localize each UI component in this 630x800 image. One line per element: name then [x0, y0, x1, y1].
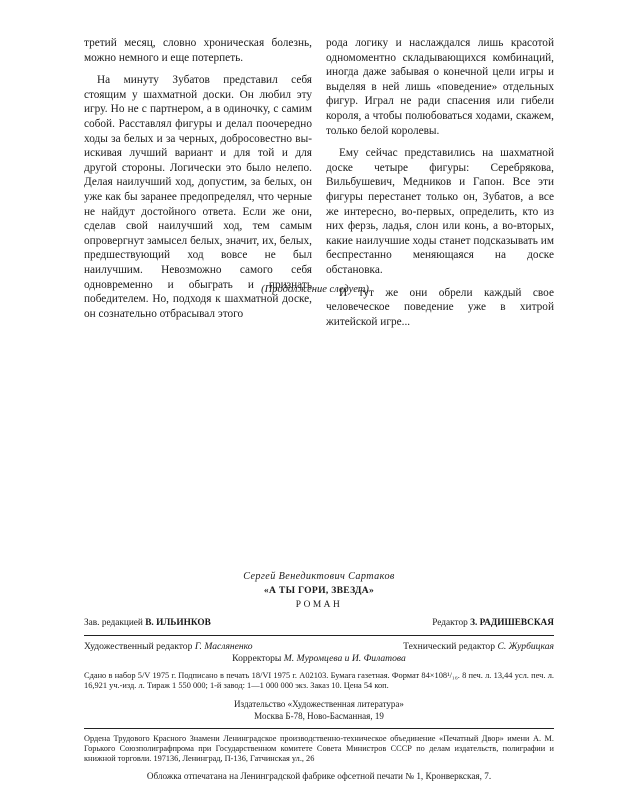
- book-title: «А ТЫ ГОРИ, ЗВЕЗДА»: [263, 585, 375, 596]
- paragraph: третий месяц, словно хроническая болезнь, можно немного и еще потерпеть.: [84, 37, 312, 64]
- art-tech-editors: [84, 641, 554, 653]
- print-details: Сдано в набор 5/V 1975 г. Подписано в печать 18/VI 1975 г. А02103. Бумага газетная. Формат 84×108¹/₁₆. 8 печ. л. 13,44 усл. печ. л. 16,921 уч.-изд. л. Тираж 1 550 000; 1-й завод: 1—1 000 000 экз. Заказ 10. Цена 54 коп.: [84, 671, 554, 690]
- proofreaders-names: М. Муромцева и И. Филатова: [283, 653, 406, 664]
- paragraph: рода логику и наслаждался лишь красотой одномоментно складывающихся комбинаций, иногда даже забывая о конечной цели игры и выделяя в ней лишь «поведение» отдельных фигур. Играл не ради спасения или гибели короля, а чтобы полюбоваться ходами, скажем, только белой королевы.: [326, 37, 554, 137]
- divider: [84, 635, 554, 636]
- tech-editor-label: Технический редактор: [403, 641, 496, 652]
- left-column: [84, 36, 312, 321]
- paragraph: И тут же они обрели каждый свое человеческое поведение уже в хитрой житейской игре...: [326, 286, 554, 328]
- publisher-address: Москва Б-78, Ново-Басманная, 19: [254, 711, 384, 721]
- printer-info: Ордена Трудового Красного Знамени Ленинградское производственно-техническое объединение «Печатный Двор» имени А. М. Горького Союзполиграфпрома при Государственном комитете Совета Министров СССР по делам издательств, полиграфии и книжной торговли. 197136, Ленинград, П-136, Гатчинская ул., 26: [84, 734, 554, 763]
- publisher: Издательство «Художественная литература»: [234, 699, 404, 709]
- editor-label: Редактор: [432, 618, 468, 628]
- paragraph: На минуту Зубатов представил себя стоящим у шахматной доски. Он любил эту игру. Но не с партнером, а в одиночку, с самим собой. Расставлял фигуры и делал поочередно ходы за белых и за черных, добросовестно выискивая лучший вариант и для той и для другой стороны. Логически это было нелепо. Делая наилучший ход, допустим, за белых, он уже как бы заранее предопределял, что черные не найдут достойного ответа. Если же они, сделав свой наилучший ход, тем самым опровергнут замысел белых, значит, их, белых, предшествующий ход вовсе не был наилучшим. Невозможно самого себя одновременно и обыграть и признать победителем. Но, подходя к шахматной доске, он сознательно отбрасывал этого: [84, 74, 312, 320]
- genre: РОМАН: [295, 600, 343, 610]
- art-editor: [84, 641, 253, 653]
- tech-editor-name: С. Журбицкая: [497, 641, 554, 652]
- art-editor-label: Художественный редактор: [84, 641, 193, 652]
- head-editor-label: Зав. редакцией: [84, 618, 143, 628]
- author-name: Сергей Венедиктович Сартаков: [243, 571, 395, 582]
- continued-note: (Продолжение следует): [261, 284, 369, 295]
- paragraph: Ему сейчас представились на шахматной доске четыре фигуры: Серебрякова, Вильбушевич, Медников и Гапон. Все эти фигуры перестанет только он, Зубатов, а все же интересно, во-первых, определить, кто из них ферзь, ладья, слон или конь, а во-вторых, какие наилучшие ходы станет подсказывать им беспрестанно меняющаяся на доске обстановка.: [326, 147, 554, 276]
- tech-editor: [403, 641, 554, 653]
- editor: [432, 617, 554, 629]
- editors-row: [84, 617, 554, 629]
- divider: [84, 728, 554, 729]
- head-editor-name: В. ИЛЬИНКОВ: [145, 618, 211, 628]
- proofreaders-label: Корректоры: [232, 653, 282, 664]
- cover-note: Обложка отпечатана на Ленинградской фабрике офсетной печати № 1, Кронверкская, 7.: [146, 771, 492, 781]
- head-editor: [84, 617, 211, 629]
- editor-name: З. РАДИШЕВСКАЯ: [470, 618, 554, 628]
- colophon: [84, 571, 554, 782]
- art-editor-name: Г. Масляненко: [194, 641, 253, 652]
- proofreaders: [84, 653, 554, 665]
